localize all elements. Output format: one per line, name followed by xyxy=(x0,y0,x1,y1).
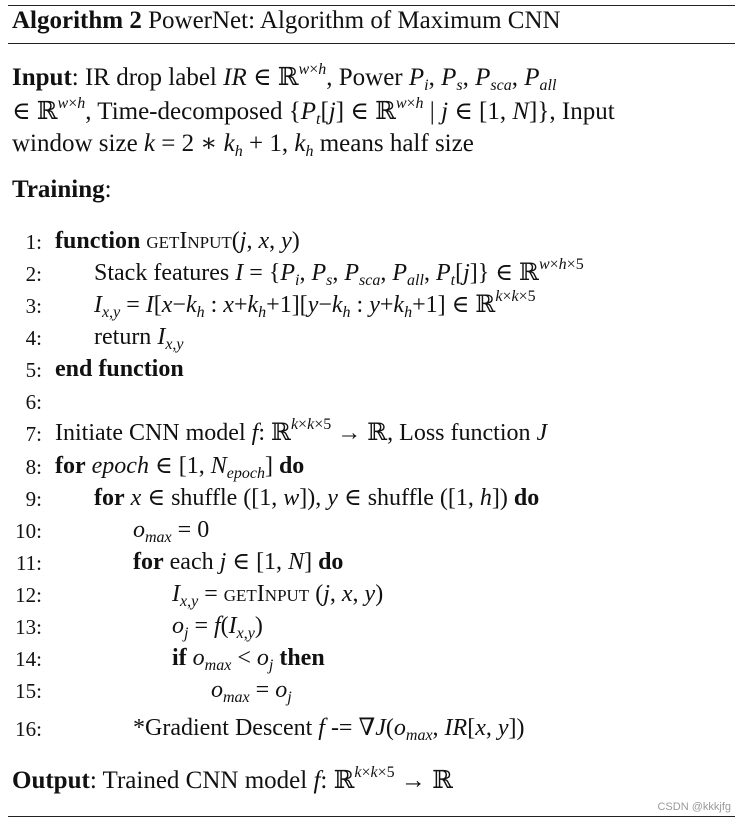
input-line-2: ∈ ℝ$^{w\times h}$, Time-decomposed {$P_t[j]$ ∈ ℝ$^{w\times h}$ | j ∈ [1, N]}, Input xyxy=(12,95,615,128)
step-3: $I_{x,y} = I[x-k_h$ : $x+k_h+1][y-k_h$ : $y+k_h+1$] ∈ ℝ$^{k\times k\times 5}$ xyxy=(94,288,536,321)
step-15: $o_{max} = o_j$ xyxy=(211,677,292,706)
line-number: 7: xyxy=(25,422,42,446)
csdn-watermark: CSDN @kkkjfg xyxy=(657,801,731,813)
step-9: for x ∈ shuffle ([1, w]), y ∈ shuffle ([1, h]) do xyxy=(94,485,540,511)
step-16: *Gradient Descent $f -= \nabla J(o_{max}$, IR[x, y]) xyxy=(133,715,525,744)
bottom-rule xyxy=(8,816,735,817)
line-number: 16: xyxy=(15,717,42,741)
line-number: 12: xyxy=(15,583,42,607)
step-11: for each j ∈ [1, N] do xyxy=(133,549,344,575)
input-line-1: Input: IR drop label IR ∈ ℝ$^{w\times h}$, Power $P_i$, $P_s$, $P_{sca}$, $P_{all}$ xyxy=(12,61,557,94)
step-7: Initiate CNN model f: ℝ$^{k\times k\times 5}$ → ℝ, Loss function J xyxy=(55,416,548,446)
line-number: 6: xyxy=(25,390,42,414)
step-12: $I_{x,y}$ = getInput (j, x, y) xyxy=(172,581,384,610)
line-number: 3: xyxy=(25,294,42,318)
line-number: 11: xyxy=(15,551,42,575)
step-2: Stack features $I = \{P_i$, $P_s$, $P_{sca}$, $P_{all}$, $P_t[j]$} ∈ ℝ$^{w\times h\times 5}$ xyxy=(94,256,584,289)
output-label: Output xyxy=(12,767,90,794)
step-13: $o_j = f(I_{x,y})$ xyxy=(172,613,263,642)
output-line: Output: Trained CNN model f: ℝ$^{k\times k\times 5}$ → ℝ xyxy=(12,764,453,794)
line-number: 1: xyxy=(25,230,42,254)
step-8: for epoch ∈ [1, $N_{epoch}$] do xyxy=(55,453,305,482)
line-number: 13: xyxy=(15,615,42,639)
input-line-3: window size k = 2 ∗ $k_h + 1$, $k_h$ means half size xyxy=(12,130,474,160)
training-label: Training xyxy=(12,176,105,203)
line-number: 8: xyxy=(25,455,42,479)
algorithm-name: PowerNet: Algorithm of Maximum CNN xyxy=(148,7,561,34)
line-number: 4: xyxy=(25,326,42,350)
algorithm-title xyxy=(12,7,561,35)
step-5: end function xyxy=(55,356,184,382)
line-number: 10: xyxy=(15,519,42,543)
input-label: Input xyxy=(12,64,72,91)
line-number: 14: xyxy=(15,647,42,671)
top-rule xyxy=(8,5,735,6)
step-14: if $o_{max} < o_j$ then xyxy=(172,645,325,674)
step-4: return $I_{x,y}$ xyxy=(94,324,184,353)
title-rule xyxy=(8,43,735,44)
line-number: 5: xyxy=(25,358,42,382)
line-number: 2: xyxy=(25,262,42,286)
line-number: 9: xyxy=(25,487,42,511)
algorithm-label: Algorithm 2 xyxy=(12,7,142,34)
training-heading: Training: xyxy=(12,176,112,203)
line-number: 15: xyxy=(15,679,42,703)
step-1: function getInput(j, x, y) xyxy=(55,228,300,254)
step-10: $o_{max} = 0$ xyxy=(133,517,210,546)
